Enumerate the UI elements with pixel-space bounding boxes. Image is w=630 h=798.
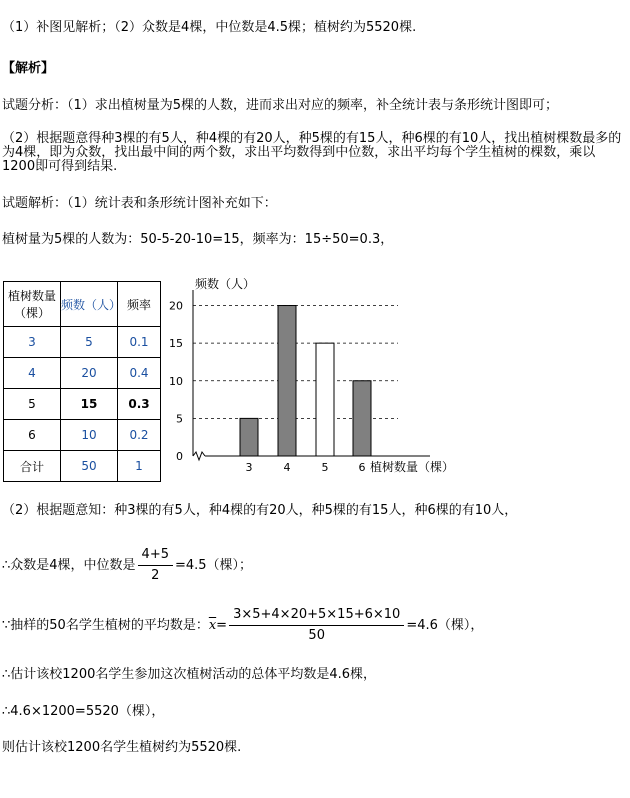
table-row (4, 358, 161, 389)
x-tick-label: 3 (245, 461, 253, 474)
table-header-frequency-rate: 频率 (118, 282, 161, 327)
table-cell-filled: 15 (61, 389, 118, 420)
chart-y-ticks (169, 300, 183, 463)
mean-result: =4.6（棵）， (406, 618, 484, 633)
frequency-table (3, 281, 161, 482)
median-text: ∴众数是4棵，中位数是 (2, 558, 136, 573)
y-tick-label: 0 (176, 450, 183, 463)
estimate-line: ∴估计该校1200名学生参加这次植树活动的总体平均数是4.6棵， (2, 667, 377, 682)
table-header-row (4, 282, 161, 327)
x-tick-label: 6 (358, 461, 366, 474)
axis-break (193, 452, 205, 460)
chart-x-ticks (246, 461, 366, 474)
median-fraction (138, 547, 173, 584)
mean-fraction (229, 607, 404, 644)
median-result: =4.5（棵）； (174, 558, 253, 573)
bar-chart (160, 272, 455, 482)
table-cell: 合计 (4, 451, 61, 482)
table-row (4, 389, 161, 420)
table-row (4, 420, 161, 451)
table-cell: 50 (61, 451, 118, 482)
bar (278, 306, 296, 456)
mean-text: ∵抽样的50名学生植树的平均数是： (2, 618, 209, 633)
table-cell: 0.2 (118, 420, 161, 451)
mean-line (2, 606, 483, 646)
mean-denominator: 50 (308, 628, 325, 643)
y-tick-label: 10 (169, 374, 183, 388)
median-denominator: 2 (151, 568, 160, 583)
analysis-part-1: 试题分析：（1）求出植树量为5棵的人数，进而求出对应的频率，补全统计表与条形统计图即可； (2, 98, 559, 113)
table-cell: 6 (4, 420, 61, 451)
table-row (4, 451, 161, 482)
bar (240, 418, 258, 456)
median-line (2, 546, 252, 586)
table-cell: 0.1 (118, 327, 161, 358)
y-tick-label: 20 (169, 299, 183, 313)
table-cell: 10 (61, 420, 118, 451)
chart-axes (193, 290, 430, 460)
table-cell: 3 (4, 327, 61, 358)
final-line: 则估计该校1200名学生植树约为5520棵. (2, 740, 242, 755)
table-cell: 1 (118, 451, 161, 482)
table-cell-filled: 0.3 (118, 389, 161, 420)
chart-x-label: 植树数量（棵） (370, 460, 455, 474)
bar-added (316, 343, 334, 456)
solution-part-1: 试题解析：（1）统计表和条形统计图补充如下： (2, 196, 277, 211)
table-cell: 5 (4, 389, 61, 420)
solution-part-2: （2）根据题意知：种3棵的有5人，种4棵的有20人，种5棵的有15人，种6棵的有10人， (2, 503, 518, 518)
y-tick-label: 15 (169, 337, 183, 351)
table-cell: 0.4 (118, 358, 161, 389)
table-cell: 5 (61, 327, 118, 358)
y-tick-label: 5 (176, 412, 183, 426)
table-header-quantity: 植树数量（棵） (4, 282, 61, 327)
analysis-part-2: （2）根据题意得种3棵的有5人，种4棵的有20人，种5棵的有15人，种6棵的有10人，找出植树棵数最多的为4棵，即为众数，找出最中间的两个数，求出平均数得到中位数，求出平均每个学生植树的棵数，乘以1200即可得到结果. (2, 131, 622, 174)
table-cell: 4 (4, 358, 61, 389)
calc-line: 植树量为5棵的人数为：50-5-20-10=15，频率为：15÷50=0.3， (2, 232, 394, 247)
table-cell: 20 (61, 358, 118, 389)
bar (353, 381, 371, 456)
median-numerator: 4+5 (138, 547, 173, 566)
table-header-frequency-count: 频数（人） (61, 282, 118, 327)
product-line: ∴4.6×1200=5520（棵）， (2, 704, 165, 719)
mean-equals: = (216, 618, 228, 633)
chart-y-label: 频数（人） (195, 277, 256, 291)
answer-line: （1）补图见解析；（2）众数是4棵，中位数是4.5棵；植树约为5520棵. (2, 20, 417, 35)
mean-numerator: 3×5+4×20+5×15+6×10 (229, 607, 404, 626)
analysis-heading: 【解析】 (2, 61, 55, 76)
x-tick-label: 4 (283, 461, 291, 474)
mean-symbol: $\overline{x}$ (208, 618, 217, 633)
table-row (4, 327, 161, 358)
x-tick-label: 5 (321, 461, 329, 474)
